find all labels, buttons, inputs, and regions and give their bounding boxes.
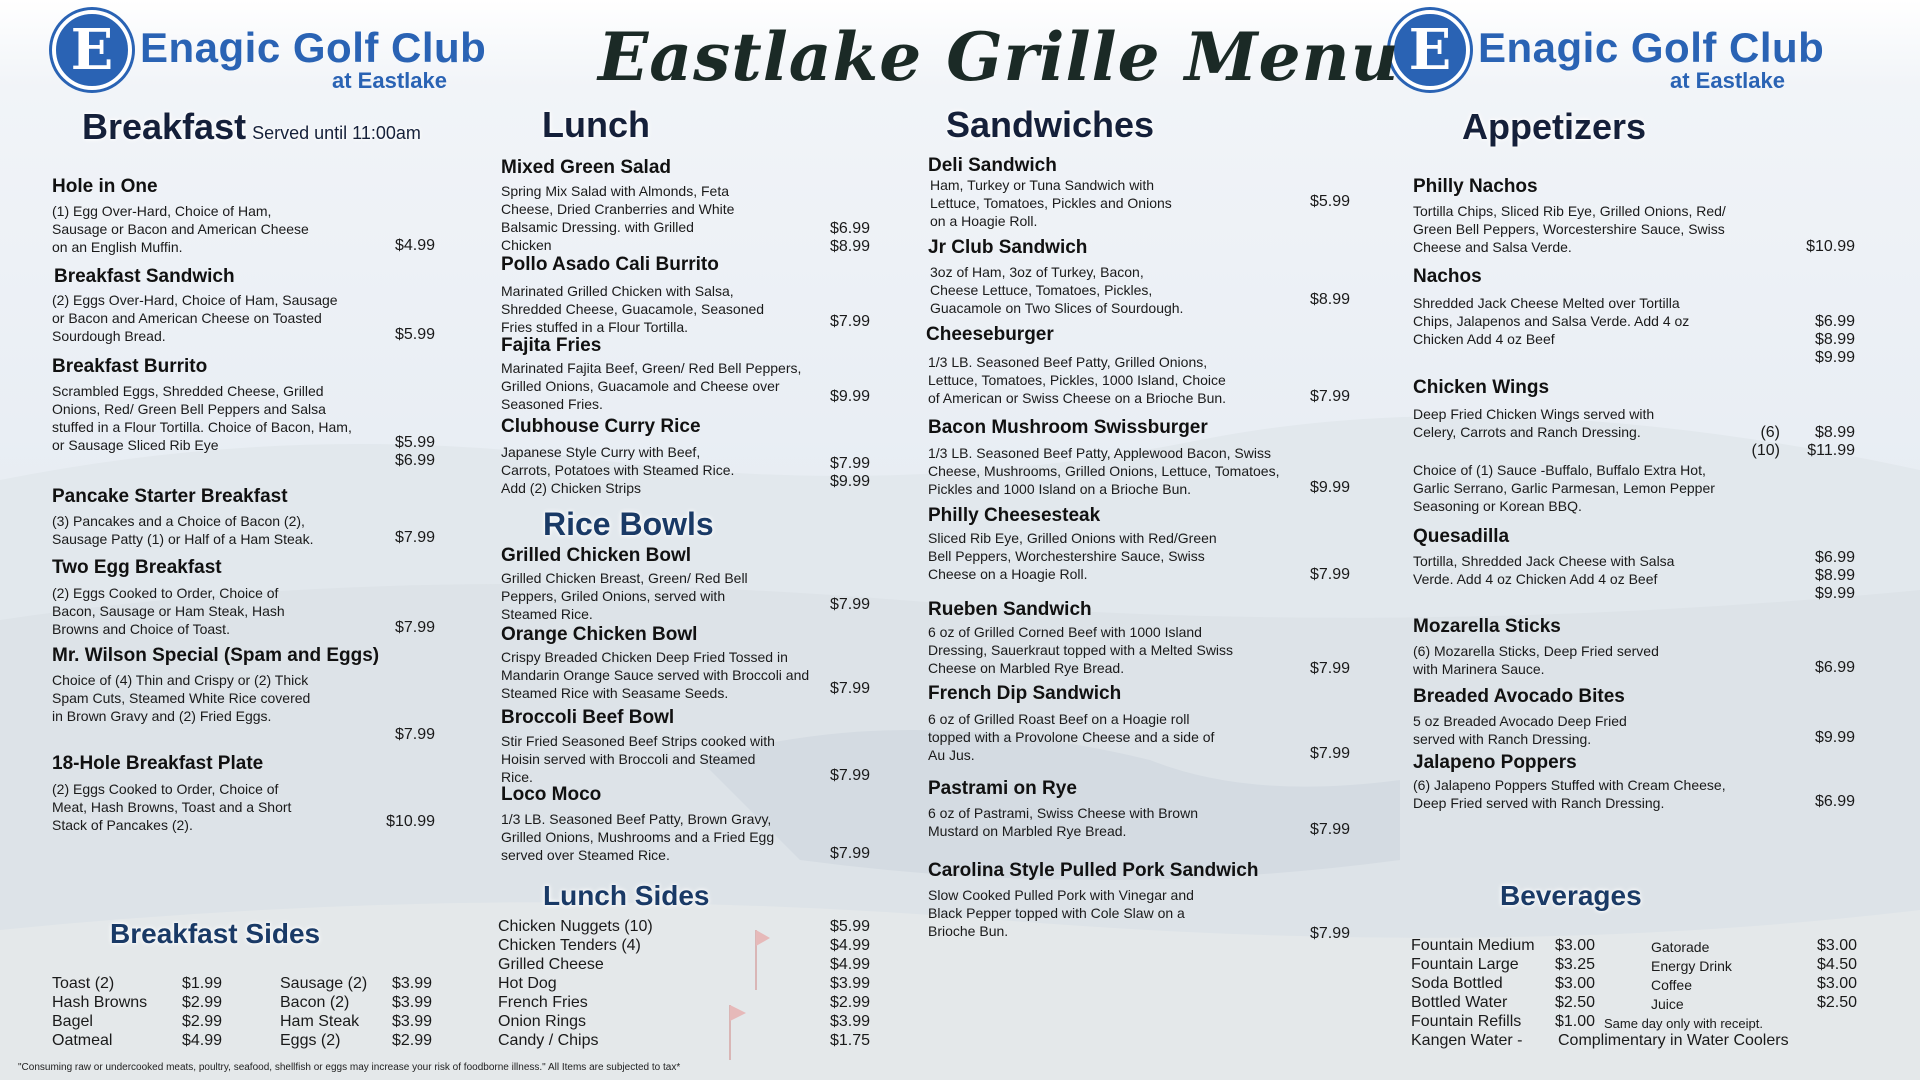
side-item-name: Eggs (2) xyxy=(280,1032,341,1049)
beverage-price: $3.00 xyxy=(1555,937,1596,954)
beverage-name: Kangen Water - xyxy=(1411,1032,1523,1049)
rice-bowl-price: $7.99 xyxy=(829,767,870,784)
sandwich-desc: 1/3 LB. Seasoned Beef Patty, Grilled Onions, Lettuce, Tomatoes, Pickles, 1000 Island, Choice of American or Swiss Cheese on a Brioche Bun. xyxy=(928,354,1227,406)
footer-disclaimer: "Consuming raw or undercooked meats, poultry, seafood, shellfish or eggs may increase your risk of foodborne illness." All Items are subjected to tax* xyxy=(18,1062,681,1073)
side-item-name: Grilled Cheese xyxy=(498,956,604,973)
lunch-item-desc: Marinated Grilled Chicken with Salsa, Shredded Cheese, Guacamole, Seasoned Fries stuffed in a Flour Tortilla. xyxy=(501,283,765,335)
appetizer-note: Choice of (1) Sauce -Buffalo, Buffalo Extra Hot, Garlic Serrano, Garlic Parmesan, Lemon Pepper Seasoning or Korean BBQ. xyxy=(1413,462,1715,514)
rice-bowl-price: $7.99 xyxy=(829,845,870,862)
appetizer-desc: Deep Fried Chicken Wings served with Celery, Carrots and Ranch Dressing. xyxy=(1413,406,1655,440)
side-item-name: Candy / Chips xyxy=(498,1032,599,1049)
sandwich-name: Rueben Sandwich xyxy=(928,599,1092,620)
side-item-name: Bagel xyxy=(52,1013,93,1030)
beverage-price: Complimentary in Water Coolers xyxy=(1558,1032,1789,1049)
appetizer-desc: Tortilla, Shredded Jack Cheese with Salsa Verde. Add 4 oz Chicken Add 4 oz Beef xyxy=(1413,553,1675,587)
breakfast-item-price: $7.99 xyxy=(394,726,435,743)
beverages-list xyxy=(1411,936,1861,1056)
breakfast-item-name: Mr. Wilson Special (Spam and Eggs) xyxy=(52,645,380,666)
sandwich-price: $8.99 xyxy=(1309,291,1350,308)
side-item-price: $4.99 xyxy=(829,937,870,954)
breakfast-item-desc: (2) Eggs Over-Hard, Choice of Ham, Sausage or Bacon and American Cheese on Toasted Sourdough Bread. xyxy=(52,292,338,344)
side-item-price: $2.99 xyxy=(182,1013,223,1030)
appetizer-name: Breaded Avocado Bites xyxy=(1413,686,1625,707)
side-item-price: $4.99 xyxy=(182,1032,223,1049)
side-item-price: $3.99 xyxy=(392,1013,433,1030)
lunch-item-desc: Marinated Fajita Beef, Green/ Red Bell Peppers, Grilled Onions, Guacamole and Cheese over Seasoned Fries. xyxy=(501,360,802,412)
beverage-name: Fountain Medium xyxy=(1411,937,1535,954)
page-title: Eastlake Grille Menu xyxy=(598,18,1400,96)
sandwich-price: $7.99 xyxy=(1309,821,1350,838)
lunch-item-name: Clubhouse Curry Rice xyxy=(501,416,701,437)
rice-bowl-desc: 1/3 LB. Seasoned Beef Patty, Brown Gravy, Grilled Onions, Mushrooms and a Fried Egg served over Steamed Rice. xyxy=(501,811,775,863)
breakfast-item-price: $4.99 xyxy=(394,237,435,254)
appetizer-desc: (6) Mozarella Sticks, Deep Fried served with Marinera Sauce. xyxy=(1413,643,1659,677)
side-item-price: $4.99 xyxy=(829,956,870,973)
sandwich-name: Carolina Style Pulled Pork Sandwich xyxy=(928,860,1259,881)
appetizer-price: $6.99 xyxy=(1814,659,1855,676)
lunch-item-name: Mixed Green Salad xyxy=(501,157,672,178)
beverage-price: $1.00 xyxy=(1555,1013,1596,1030)
breakfast-item-name: Two Egg Breakfast xyxy=(52,557,222,578)
side-item-name: Chicken Nuggets (10) xyxy=(498,918,653,935)
appetizer-price: $8.99 $11.99 xyxy=(1807,424,1855,459)
logo-left xyxy=(52,10,522,93)
appetizer-name: Jalapeno Poppers xyxy=(1413,752,1577,773)
appetizer-price: $6.99 $8.99 $9.99 xyxy=(1814,549,1855,602)
beverage-name: Energy Drink xyxy=(1651,958,1732,974)
beverage-name: Soda Bottled xyxy=(1411,975,1503,992)
beverage-note: Same day only with receipt. xyxy=(1604,1016,1763,1031)
side-item-price: $5.99 xyxy=(829,918,870,935)
rice-bowl-desc: Grilled Chicken Breast, Green/ Red Bell Peppers, Griled Onions, served with Steamed Rice. xyxy=(501,570,748,622)
sandwich-name: French Dip Sandwich xyxy=(928,683,1122,704)
sandwich-desc: 1/3 LB. Seasoned Beef Patty, Applewood Bacon, Swiss Cheese, Mushrooms, Grilled Onions, Lettuce, Tomatoes, Pickles and 1000 Island on a Brioche Bun. xyxy=(928,445,1280,497)
breakfast-item-name: Breakfast Sandwich xyxy=(54,266,235,287)
side-item-name: Toast (2) xyxy=(52,975,115,992)
side-item-price: $3.99 xyxy=(392,994,433,1011)
breakfast-item-desc: (1) Egg Over-Hard, Choice of Ham, Sausage or Bacon and American Cheese on an English Muffin. xyxy=(52,203,309,255)
sandwich-name: Jr Club Sandwich xyxy=(928,237,1088,258)
breakfast-item-name: Breakfast Burrito xyxy=(52,356,208,377)
club-emblem-icon: E xyxy=(52,10,132,90)
sandwich-price: $9.99 xyxy=(1309,479,1350,496)
side-item-name: Chicken Tenders (4) xyxy=(498,937,641,954)
side-item-price: $2.99 xyxy=(392,1032,433,1049)
breakfast-item-name: Pancake Starter Breakfast xyxy=(52,486,288,507)
side-item-price: $3.99 xyxy=(392,975,433,992)
appetizer-name: Philly Nachos xyxy=(1413,176,1538,197)
side-item-name: Onion Rings xyxy=(498,1013,587,1030)
lunch-sides-heading: Lunch Sides xyxy=(543,880,710,911)
breakfast-item-price: $7.99 xyxy=(394,529,435,546)
appetizer-price: $9.99 xyxy=(1814,729,1855,746)
lunch-item-price: $7.99 xyxy=(829,313,870,330)
sandwich-name: Philly Cheesesteak xyxy=(928,505,1101,526)
lunch-heading: Lunch xyxy=(542,104,650,145)
logo-subtext: at Eastlake xyxy=(1670,68,1785,93)
breakfast-title: Breakfast xyxy=(82,106,247,147)
appetizer-desc: 5 oz Breaded Avocado Deep Fried served with Ranch Dressing. xyxy=(1413,713,1627,747)
sandwich-price: $7.99 xyxy=(1309,660,1350,677)
breakfast-item-desc: (2) Eggs Cooked to Order, Choice of Meat, Hash Browns, Toast and a Short Stack of Pancakes (2). xyxy=(52,781,292,833)
beverage-name: Coffee xyxy=(1651,977,1692,993)
appetizer-name: Chicken Wings xyxy=(1413,377,1550,398)
appetizer-desc: (6) Jalapeno Poppers Stuffed with Cream Cheese, Deep Fried served with Ranch Dressing. xyxy=(1413,777,1726,811)
sandwich-desc: 3oz of Ham, 3oz of Turkey, Bacon, Cheese Lettuce, Tomatoes, Pickles, Guacamole on Two Slices of Sourdough. xyxy=(930,264,1184,316)
breakfast-item-desc: (2) Eggs Cooked to Order, Choice of Bacon, Sausage or Ham Steak, Hash Browns and Choice of Toast. xyxy=(52,585,285,637)
appetizer-name: Nachos xyxy=(1413,266,1482,287)
lunch-item-price: $6.99 $8.99 xyxy=(829,220,870,255)
sandwich-name: Cheeseburger xyxy=(926,324,1054,345)
beverage-name: Fountain Refills xyxy=(1411,1013,1522,1030)
sandwich-name: Bacon Mushroom Swissburger xyxy=(928,417,1208,438)
side-item-name: Hash Browns xyxy=(52,994,148,1011)
side-item-price: $2.99 xyxy=(182,994,223,1011)
sandwiches-heading: Sandwiches xyxy=(946,104,1155,145)
appetizer-desc: Shredded Jack Cheese Melted over Tortilla Chips, Jalapenos and Salsa Verde. Add 4 oz Chicken Add 4 oz Beef xyxy=(1413,295,1690,347)
breakfast-item-name: 18-Hole Breakfast Plate xyxy=(52,753,264,774)
sandwich-price: $7.99 xyxy=(1309,745,1350,762)
lunch-item-name: Pollo Asado Cali Burrito xyxy=(501,254,719,275)
side-item-price: $1.99 xyxy=(182,975,223,992)
appetizers-heading: Appetizers xyxy=(1462,106,1647,147)
sandwich-desc: 6 oz of Grilled Corned Beef with 1000 Island Dressing, Sauerkraut topped with a Melted Swiss Cheese on Marbled Rye Bread. xyxy=(928,624,1234,676)
side-item-price: $3.99 xyxy=(829,975,870,992)
breakfast-item-desc: Scrambled Eggs, Shredded Cheese, Grilled Onions, Red/ Green Bell Peppers and Salsa stuffed in a Flour Tortilla. Choice of Bacon, Ham, or Sausage Sliced Rib Eye xyxy=(52,383,352,453)
sandwich-desc: 6 oz of Grilled Roast Beef on a Hoagie roll topped with a Provolone Cheese and a side of Au Jus. xyxy=(928,711,1215,763)
lunch-item-desc: Spring Mix Salad with Almonds, Feta Cheese, Dried Cranberries and White Balsamic Dressing. with Grilled Chicken xyxy=(501,183,735,253)
rice-bowl-price: $7.99 xyxy=(829,596,870,613)
side-item-name: Bacon (2) xyxy=(280,994,350,1011)
beverage-price: $3.00 xyxy=(1816,937,1857,954)
side-item-name: Ham Steak xyxy=(280,1013,360,1030)
beverage-name: Juice xyxy=(1651,996,1684,1012)
lunch-sides-list xyxy=(498,917,878,1057)
breakfast-item-price: $5.99 xyxy=(394,326,435,343)
appetizer-price: $6.99 xyxy=(1814,793,1855,810)
breakfast-heading xyxy=(82,106,421,148)
sandwich-desc: Ham, Turkey or Tuna Sandwich with Lettuce, Tomatoes, Pickles and Onions on a Hoagie Roll. xyxy=(930,177,1172,229)
beverage-name: Fountain Large xyxy=(1411,956,1519,973)
breakfast-note: Served until 11:00am xyxy=(252,123,421,143)
appetizer-count: (6) (10) xyxy=(1751,424,1780,459)
breakfast-item-desc: (3) Pancakes and a Choice of Bacon (2), Sausage Patty (1) or Half of a Ham Steak. xyxy=(52,513,314,547)
side-item-name: Sausage (2) xyxy=(280,975,368,992)
beverage-name: Gatorade xyxy=(1651,939,1710,955)
beverage-price: $3.00 xyxy=(1816,975,1857,992)
sandwich-price: $7.99 xyxy=(1309,388,1350,405)
sandwich-name: Deli Sandwich xyxy=(928,155,1057,176)
beverage-price: $2.50 xyxy=(1555,994,1596,1011)
lunch-item-price: $9.99 xyxy=(829,388,870,405)
logo-text: Enagic Golf Club xyxy=(1478,24,1825,71)
rice-bowl-price: $7.99 xyxy=(829,680,870,697)
breakfast-item-desc: Choice of (4) Thin and Crispy or (2) Thick Spam Cuts, Steamed White Rice covered in Brown Gravy and (2) Fried Eggs. xyxy=(52,672,311,724)
side-item-name: French Fries xyxy=(498,994,588,1011)
breakfast-item-price: $10.99 xyxy=(386,813,435,830)
lunch-item-name: Fajita Fries xyxy=(501,335,602,356)
rice-bowl-desc: Crispy Breaded Chicken Deep Fried Tossed in Mandarin Orange Sauce served with Broccoli and Steamed Rice with Seasame Seeds. xyxy=(501,649,810,701)
appetizer-name: Quesadilla xyxy=(1413,526,1510,547)
sandwich-name: Pastrami on Rye xyxy=(928,778,1077,799)
beverage-price: $3.25 xyxy=(1555,956,1596,973)
side-item-price: $3.99 xyxy=(829,1013,870,1030)
beverage-name: Bottled Water xyxy=(1411,994,1508,1011)
appetizer-price: $10.99 xyxy=(1806,238,1855,255)
breakfast-item-price: $5.99 $6.99 xyxy=(394,434,435,469)
sandwich-price: $7.99 xyxy=(1309,566,1350,583)
club-emblem-icon: E xyxy=(1390,10,1470,90)
rice-bowl-desc: Stir Fried Seasoned Beef Strips cooked with Hoisin served with Broccoli and Steamed Rice. xyxy=(501,733,775,785)
logo-right xyxy=(1390,10,1860,93)
rice-bowls-heading: Rice Bowls xyxy=(543,506,714,542)
beverages-heading: Beverages xyxy=(1500,880,1642,911)
breakfast-item-name: Hole in One xyxy=(52,176,158,197)
beverage-price: $2.50 xyxy=(1816,994,1857,1011)
side-item-price: $2.99 xyxy=(829,994,870,1011)
appetizer-price: $6.99 $8.99 $9.99 xyxy=(1814,313,1855,366)
breakfast-sides-heading: Breakfast Sides xyxy=(110,918,321,949)
lunch-item-price: $7.99 $9.99 xyxy=(829,455,870,490)
beverage-price: $4.50 xyxy=(1816,956,1857,973)
logo-text: Enagic Golf Club xyxy=(140,24,487,71)
sandwich-price: $5.99 xyxy=(1309,193,1350,210)
sandwich-desc: Slow Cooked Pulled Pork with Vinegar and Black Pepper topped with Cole Slaw on a Brioche Bun. xyxy=(928,887,1194,939)
rice-bowl-name: Grilled Chicken Bowl xyxy=(501,545,692,566)
appetizer-name: Mozarella Sticks xyxy=(1413,616,1561,637)
beverage-price: $3.00 xyxy=(1555,975,1596,992)
side-item-price: $1.75 xyxy=(829,1032,870,1049)
side-item-name: Hot Dog xyxy=(498,975,557,992)
breakfast-item-price: $7.99 xyxy=(394,619,435,636)
appetizer-desc: Tortilla Chips, Sliced Rib Eye, Grilled Onions, Red/ Green Bell Peppers, Worcestershire Sauce, Swiss Cheese and Salsa Verde. xyxy=(1413,203,1726,255)
sandwich-price: $7.99 xyxy=(1309,925,1350,942)
sandwich-desc: Sliced Rib Eye, Grilled Onions with Red/Green Bell Peppers, Worchestershire Sauce, Swiss Cheese on a Hoagie Roll. xyxy=(928,530,1217,582)
rice-bowl-name: Loco Moco xyxy=(501,784,602,805)
rice-bowl-name: Orange Chicken Bowl xyxy=(501,624,698,645)
side-item-name: Oatmeal xyxy=(52,1032,113,1049)
logo-subtext: at Eastlake xyxy=(332,68,447,93)
sandwich-desc: 6 oz of Pastrami, Swiss Cheese with Brown Mustard on Marbled Rye Bread. xyxy=(928,805,1198,839)
rice-bowl-name: Broccoli Beef Bowl xyxy=(501,707,675,728)
lunch-item-desc: Japanese Style Curry with Beef, Carrots, Potatoes with Steamed Rice. Add (2) Chicken Strips xyxy=(501,444,735,496)
